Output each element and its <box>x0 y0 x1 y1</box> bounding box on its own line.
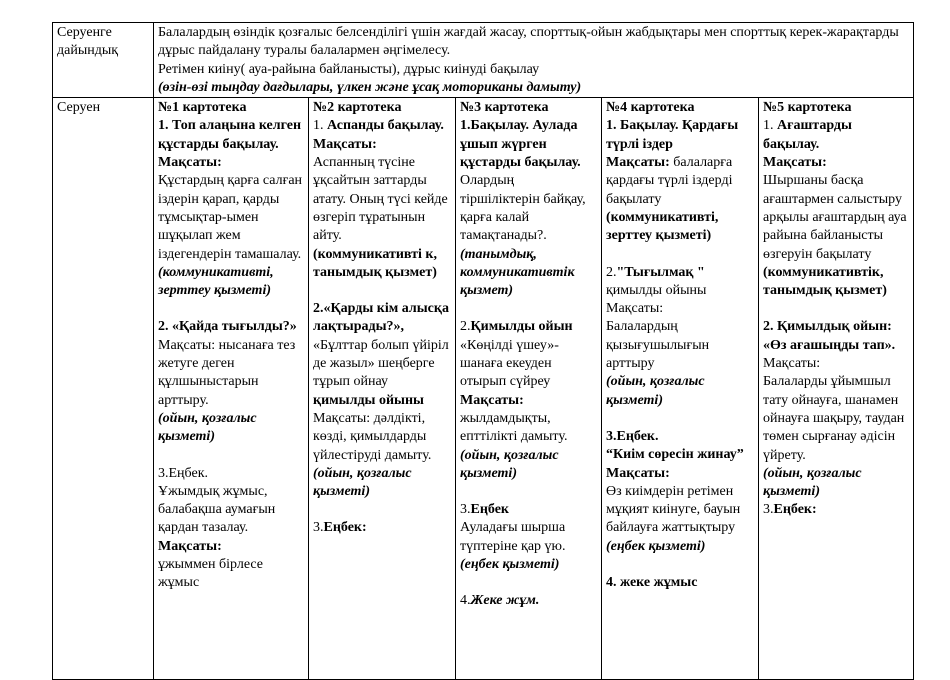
spacer <box>313 501 451 519</box>
card-paragraph <box>158 465 304 483</box>
card-paragraph <box>158 318 304 336</box>
card-text: 2. «Қайда тығылды?» <box>158 319 297 335</box>
activity-type-note: Жеке жұм. <box>470 593 540 609</box>
card-paragraph <box>460 318 597 336</box>
card-paragraph <box>158 410 304 447</box>
card-text: Мақсаты: дәлдікті, көзді, қимылдарды үйлестіруді дамыту. <box>313 410 432 463</box>
card-text: Өз киімдерін ретімен мұқият киінуге, бауын байлауға жаттықтыру <box>606 483 741 536</box>
card-text: 1. Бақылау. Қардағы түрлі іздер <box>606 118 739 152</box>
card-paragraph <box>460 501 597 519</box>
card-text: Балаларды ұйымшыл тату ойнауға, шанамен ойнауға шақыру, таудан төмен сырғанау әдісін үйрету. <box>763 374 905 463</box>
card-text: Қимылды ойын <box>470 319 573 335</box>
card-paragraph <box>313 154 451 245</box>
card-paragraph <box>313 519 451 537</box>
card-text: 1. Топ алаңына келген құстарды бақылау. <box>158 118 302 152</box>
spacer <box>460 483 597 501</box>
card-paragraph <box>606 154 754 209</box>
card-text: Ауладағы шырша түптеріне қар үю. <box>460 520 566 554</box>
card-paragraph <box>763 154 909 172</box>
card-paragraph <box>158 117 304 154</box>
activity-type-note: (ойын, қозғалыс қызметі) <box>606 374 705 408</box>
card-text: (коммуникативті, зерттеу қызметі) <box>606 209 719 244</box>
card-text: 1. <box>313 118 327 134</box>
card-text: Еңбек <box>470 502 509 518</box>
activity-type-note: (коммуникативті, зерттеу қызметі) <box>158 264 274 299</box>
walk-label: Серуен <box>57 100 101 116</box>
card-paragraph <box>763 172 909 263</box>
card-paragraph <box>158 172 304 263</box>
prep-label-cell <box>53 23 154 98</box>
card-title: №5 картотека <box>763 100 852 116</box>
prep-line-2: Ретімен киіну( ауа-райына байланысты), дұрыс киінуді бақылау <box>158 61 540 77</box>
card-paragraph <box>460 447 597 484</box>
card-paragraph <box>606 574 754 592</box>
card-paragraph <box>763 465 909 502</box>
card-paragraph <box>460 410 597 447</box>
card-paragraph <box>606 428 754 446</box>
prep-row <box>53 23 914 98</box>
prep-line-1: Балалардың өзіндік қозғалыс белсенділігі үшін жағдай жасау, спорттық-ойын жабдықтары мен спорттық керек-жарақтарды дұрыс пайдалану туралы балалармен әңгімелесу. <box>158 25 899 59</box>
card-text: Олардың тіршіліктерін байқау, қарға калай тамақтанады?. <box>460 173 586 244</box>
card-text: 1. <box>763 118 777 134</box>
card-paragraph <box>313 300 451 337</box>
card-paragraph <box>460 246 597 301</box>
prep-content-cell <box>154 23 914 98</box>
card-paragraph <box>763 264 909 301</box>
card-text: балаларға қардағы түрлі іздерді бақылату <box>606 155 733 207</box>
card-text: Мақсаты: <box>763 155 827 171</box>
card-paragraph <box>606 300 754 318</box>
card-paragraph <box>763 373 909 464</box>
walk-label-cell <box>53 98 154 680</box>
card-paragraph <box>606 318 754 373</box>
spacer <box>606 246 754 264</box>
card-paragraph <box>606 282 754 300</box>
card-paragraph <box>763 337 909 355</box>
card-text: Мақсаты: <box>313 136 377 152</box>
card-paragraph <box>460 592 597 610</box>
card-text: қимылды ойыны <box>313 392 424 408</box>
card-text: 3. <box>460 502 471 518</box>
card-paragraph <box>313 117 451 135</box>
card-paragraph <box>313 246 451 283</box>
card-paragraph <box>313 392 451 410</box>
card-3-cell <box>456 98 602 680</box>
card-text: "Тығылмақ " <box>616 264 705 280</box>
card-text: Мақсаты: <box>606 155 670 171</box>
card-paragraph <box>313 136 451 154</box>
card-text: Құстардың қарға салған іздерін қарап, қарды тұмсықтар-ымен шұқылап жем іздегендерін тамашалау. <box>158 173 303 262</box>
card-paragraph <box>606 446 754 464</box>
card-paragraph <box>606 209 754 246</box>
card-text: Мақсаты: нысанаға тез жетуге деген құлшыныстарын арттыру. <box>158 337 296 408</box>
spacer <box>460 300 597 318</box>
card-text: «Көңілді үшеу»-шанаға екеуден отырып сүйреу <box>460 337 559 390</box>
activity-type-note: (ойын, қозғалыс қызметі) <box>158 410 257 445</box>
card-text: Балалардың қызығушылығын арттыру <box>606 319 710 372</box>
spacer <box>763 300 909 318</box>
card-text: қимылды ойыны <box>606 282 707 298</box>
card-paragraph <box>606 483 754 556</box>
card-paragraph <box>460 556 597 574</box>
card-text: Мақсаты: <box>460 392 524 408</box>
card-paragraph <box>763 355 909 373</box>
card-text: «Өз ағашыңды тап». <box>763 337 896 353</box>
card-paragraph <box>606 373 754 410</box>
card-paragraph <box>606 264 754 282</box>
card-text: 3. <box>313 520 324 536</box>
card-paragraph <box>313 337 451 392</box>
card-text: 2. Қимылдық ойын: <box>763 319 892 335</box>
card-paragraph <box>158 556 304 593</box>
card-text: (коммуникативтік, танымдық қызмет) <box>763 264 887 299</box>
card-text: Еңбек: <box>323 520 367 536</box>
card-text: жылдамдықты, епттілікті дамыту. <box>460 410 568 445</box>
card-text: Шыршаны басқа ағаштармен салыстыру арқылы ағаштардың ауа райына байланысты өзгеруін бақылату <box>763 173 907 262</box>
card-text: Мақсаты: <box>763 356 821 372</box>
card-5-cell <box>759 98 914 680</box>
card-text: 2. <box>460 319 471 335</box>
spacer <box>460 574 597 592</box>
card-paragraph <box>158 264 304 301</box>
card-text: “Киім сөресін жинау” <box>606 447 744 463</box>
card-paragraph <box>460 117 597 172</box>
card-text: 4. <box>460 593 471 609</box>
card-paragraph <box>763 318 909 336</box>
card-text: 2. <box>606 264 617 280</box>
card-title: №1 картотека <box>158 100 247 116</box>
card-paragraph <box>606 117 754 154</box>
card-paragraph <box>460 172 597 245</box>
card-paragraph <box>158 538 304 556</box>
card-text: 4. жеке жұмыс <box>606 575 698 591</box>
card-text: Еңбек: <box>773 502 817 518</box>
activity-type-note: (еңбек қызметі) <box>460 557 560 573</box>
card-text: Ағаштарды бақылау. <box>763 118 852 152</box>
card-text: Мақсаты: <box>606 465 670 481</box>
card-paragraph <box>158 154 304 172</box>
activity-type-note: (ойын, қозғалыс қызметі) <box>763 465 862 500</box>
card-paragraph <box>460 337 597 392</box>
card-text: 2.«Қарды кім алысқа лақтырады?», <box>313 301 449 335</box>
walk-row <box>53 98 914 680</box>
card-paragraph <box>763 501 909 519</box>
card-paragraph <box>606 465 754 483</box>
prep-label: Серуенге дайындық <box>57 25 119 59</box>
card-paragraph <box>158 337 304 410</box>
spacer <box>313 282 451 300</box>
spacer <box>606 410 754 428</box>
card-text: «Бұлттар болып үйіріл де жазыл» шеңберге тұрып ойнау <box>313 337 449 390</box>
card-title: №2 картотека <box>313 100 402 116</box>
card-text: Мақсаты: <box>158 155 222 171</box>
card-paragraph <box>460 519 597 556</box>
card-text: Аспанның түсіне ұқсайтын заттарды атату. Оның түсі кейде өзгеріп тұратынын айту. <box>313 155 448 244</box>
card-title: №4 картотека <box>606 100 695 116</box>
card-paragraph <box>313 465 451 502</box>
activity-type-note: (ойын, қозғалыс қызметі) <box>460 447 559 481</box>
plan-table <box>52 22 914 680</box>
card-text: 3. <box>763 502 774 518</box>
card-title: №3 картотека <box>460 100 549 116</box>
card-paragraph <box>460 392 597 410</box>
card-2-cell <box>309 98 456 680</box>
card-text: Мақсаты: <box>606 301 664 317</box>
spacer <box>158 300 304 318</box>
activity-type-note: (еңбек қызметі) <box>606 538 706 554</box>
prep-line-3: (өзін-өзі тыңдау дағдылары, үлкен және ұсақ моториканы дамыту) <box>158 79 582 95</box>
activity-type-note: (ойын, қозғалыс қызметі) <box>313 465 412 500</box>
card-text: 1.Бақылау. Аулада ұшып жүрген құстарды бақылау. <box>460 118 581 171</box>
card-text: 3.Еңбек. <box>158 465 208 481</box>
card-1-cell <box>154 98 309 680</box>
card-text: Ұжымдық жұмыс, балабақша аумағын қардан тазалау. <box>158 483 276 536</box>
activity-type-note: (танымдық, коммуникативтік қызмет) <box>460 246 575 299</box>
card-4-cell <box>602 98 759 680</box>
card-paragraph <box>313 410 451 465</box>
card-text: ұжыммен бірлесе жұмыс <box>158 557 263 591</box>
spacer <box>158 447 304 465</box>
card-text: (коммуникативті к, танымдық қызмет) <box>313 246 437 280</box>
card-text: Аспанды бақылау. <box>327 118 444 134</box>
card-paragraph <box>763 117 909 154</box>
card-text: 3.Еңбек. <box>606 428 659 444</box>
card-text: Мақсаты: <box>158 538 222 554</box>
card-paragraph <box>158 483 304 538</box>
spacer <box>606 556 754 574</box>
